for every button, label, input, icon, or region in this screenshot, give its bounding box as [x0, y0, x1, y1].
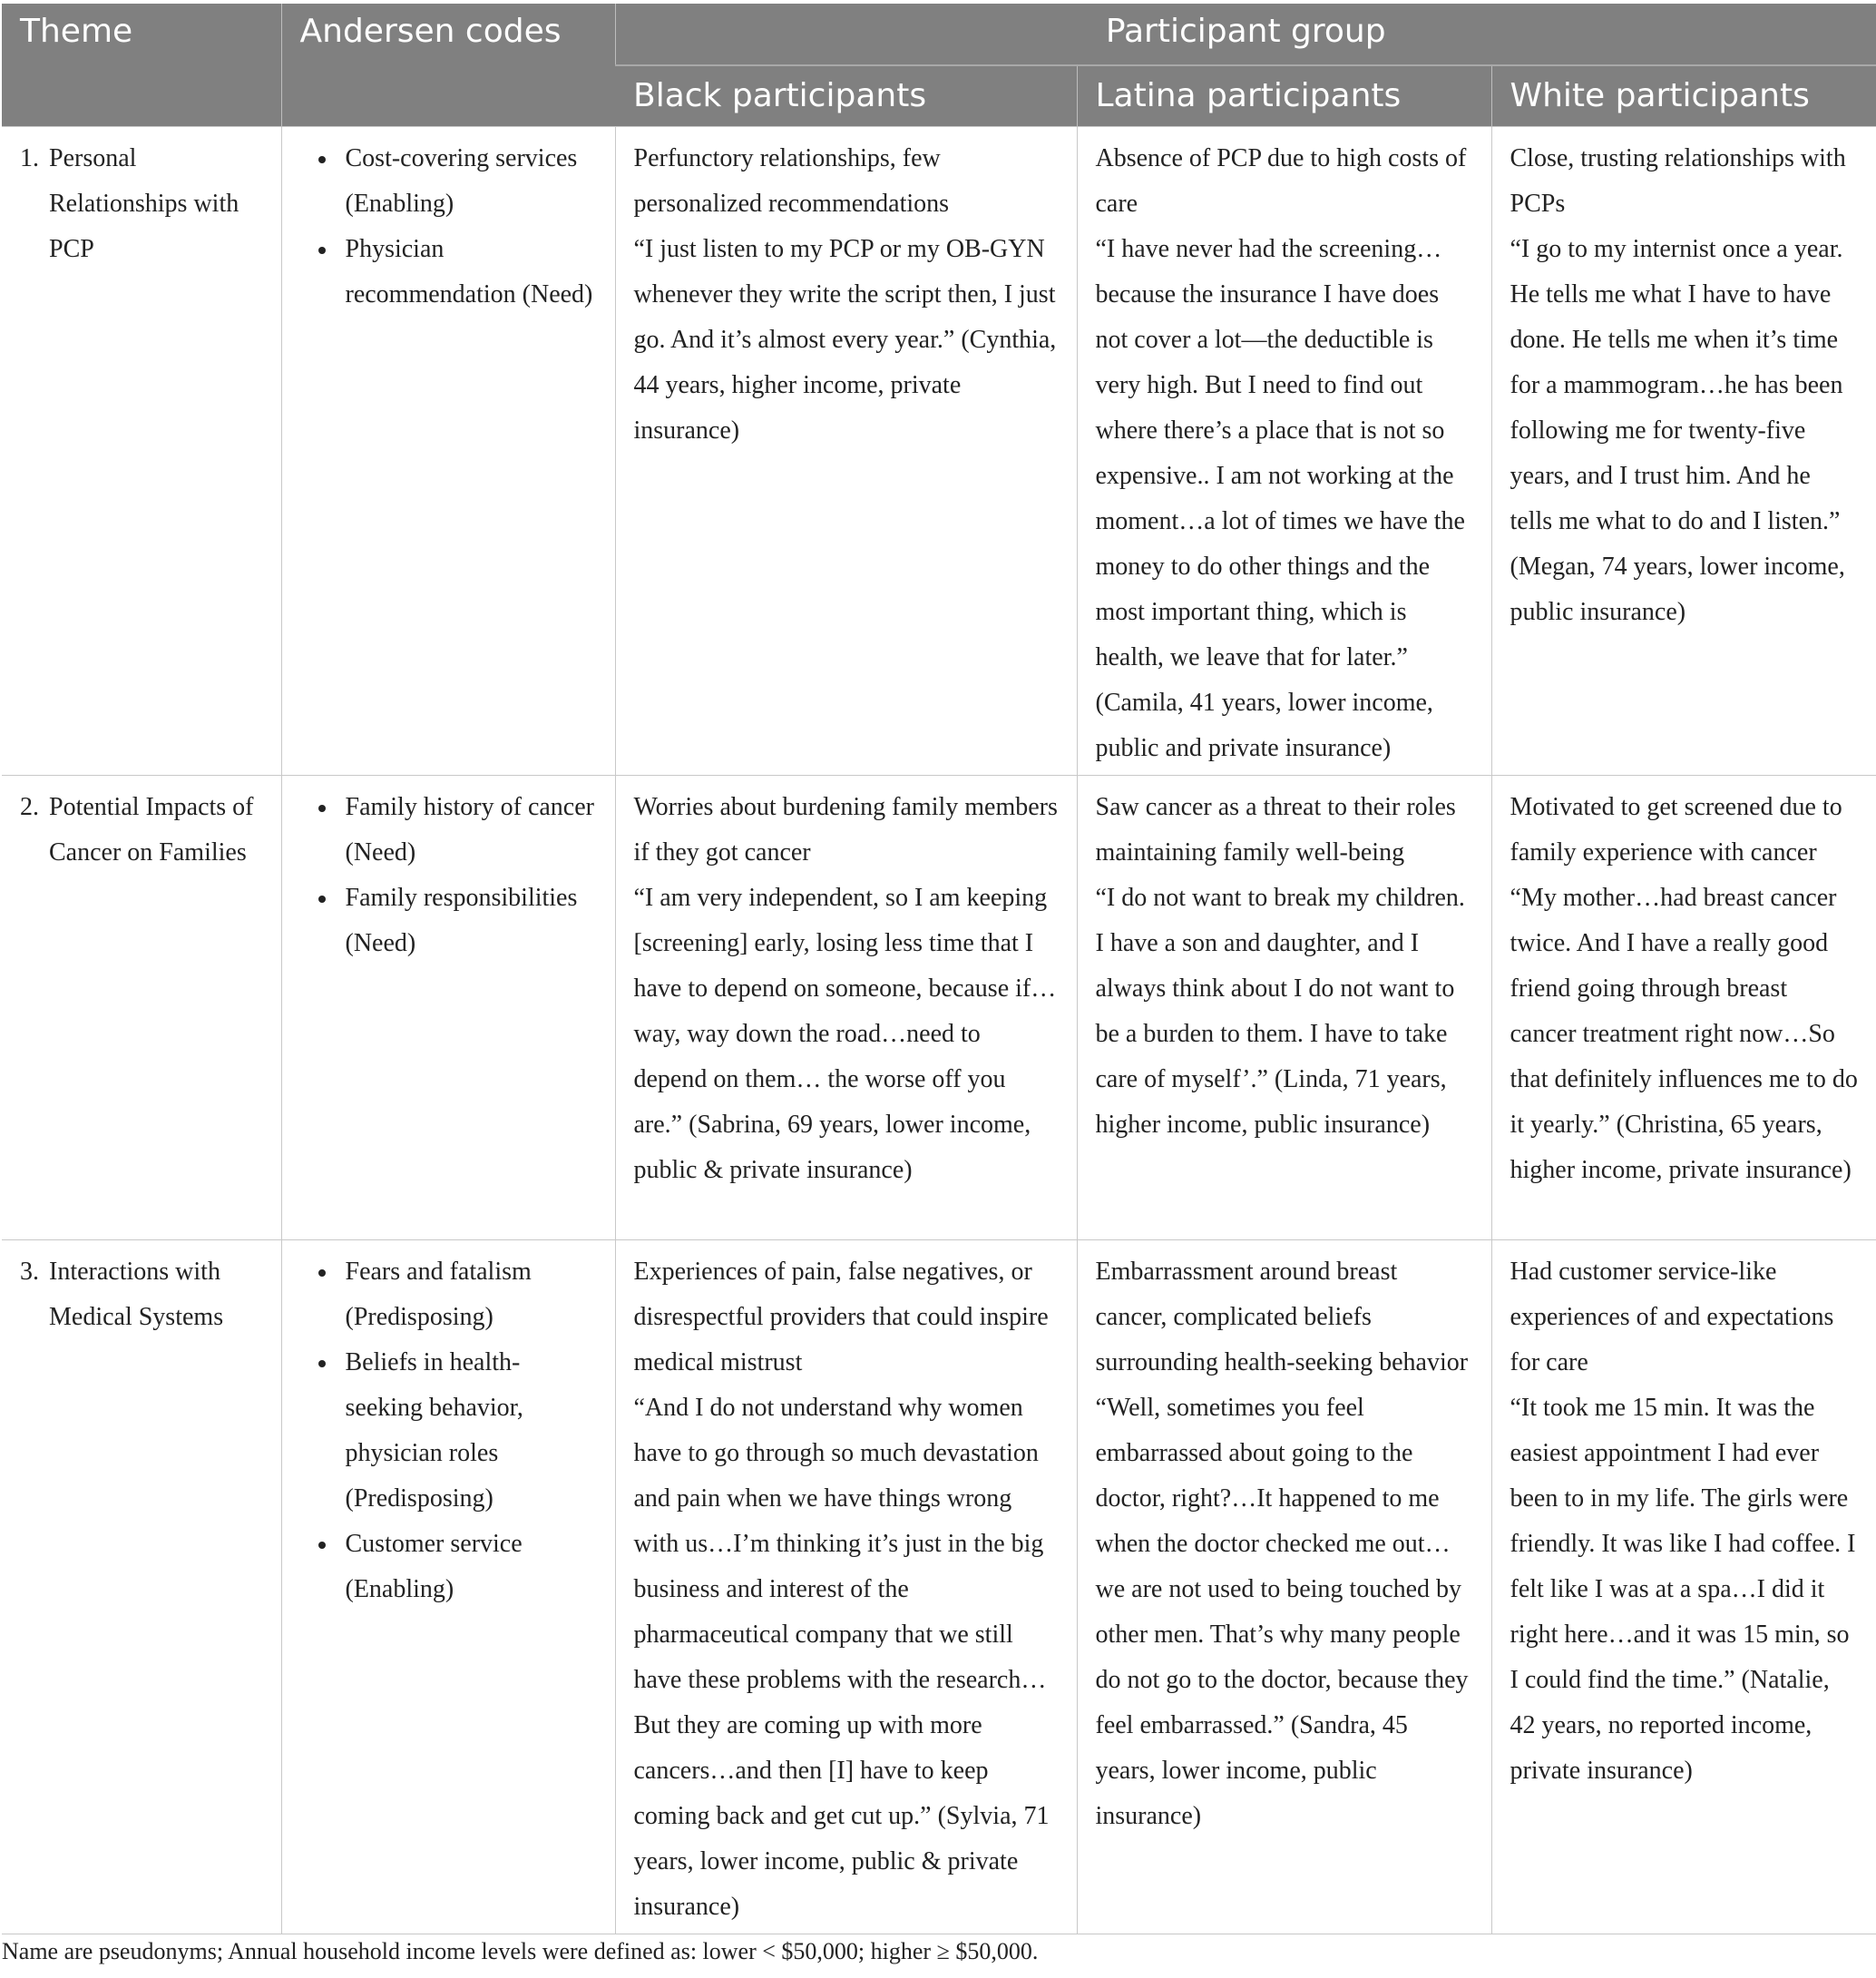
summary-text: Absence of PCP due to high costs of care — [1095, 143, 1467, 218]
quote-text: “I am very independent, so I am keeping [screening] early, losing less time that I have to depend on someone, because if…way, way down the road…need to depend on them… the worse off you are.” (Sabrina, 69 years, lower income, public & private insurance) — [633, 883, 1057, 1184]
summary-text: Worries about burdening family members if they got cancer — [633, 792, 1058, 867]
theme-cell — [2, 775, 281, 1239]
white-participants-cell — [1491, 775, 1876, 1239]
quote-text: “I just listen to my PCP or my OB-GYN whenever they write the script then, I just go. And it’s almost every year.” (Cynthia, 44 years, higher income, private insurance) — [633, 234, 1057, 445]
white-participants-cell — [1491, 126, 1876, 775]
theme-label: Potential Impacts of Cancer on Families — [49, 792, 254, 867]
table-row — [2, 126, 1876, 775]
theme-number: 1. — [20, 143, 39, 172]
theme-cell — [2, 1239, 281, 1934]
summary-text: Close, trusting relationships with PCPs — [1510, 143, 1846, 218]
codes-cell — [281, 775, 615, 1239]
list-item: Physician recommendation (Need) — [313, 227, 597, 318]
black-participants-cell — [615, 1239, 1077, 1934]
list-item: Fears and fatalism (Predisposing) — [313, 1249, 597, 1340]
header-andersen-codes: Andersen codes — [281, 4, 615, 126]
list-item: Family history of cancer (Need) — [313, 785, 597, 876]
black-participants-cell — [615, 775, 1077, 1239]
codes-cell — [281, 1239, 615, 1934]
theme-label: Interactions with Medical Systems — [49, 1257, 224, 1331]
list-item: Cost-covering services (Enabling) — [313, 136, 597, 227]
header-theme: Theme — [2, 4, 281, 126]
codes-list — [300, 1249, 597, 1612]
theme-label: Personal Relationships with PCP — [49, 143, 239, 263]
quote-text: “Well, sometimes you feel embarrassed about going to the doctor, right?…It happened to me when the doctor checked me out… we are not used to being touched by other men. That’s why many people do not go to the doctor, because they feel embarrassed.” (Sandra, 45 years, lower income, public insurance) — [1095, 1393, 1469, 1830]
theme-number: 3. — [20, 1257, 39, 1286]
quote-text: “My mother…had breast cancer twice. And I have a really good friend going through breast cancer treatment right now…So that definitely influences me to do it yearly.” (Christina, 65 years, higher income, private insurance) — [1510, 883, 1858, 1184]
theme-cell — [2, 126, 281, 775]
quote-text: “I do not want to break my children. I have a son and daughter, and I always think about I do not want to be a burden to them. I have to take care of myself’.” (Linda, 71 years, higher income, public insurance) — [1095, 883, 1465, 1139]
table-row — [2, 1239, 1876, 1934]
header-latina-participants: Latina participants — [1077, 65, 1491, 126]
quote-text: “I have never had the screening… because the insurance I have does not cover a lot—the deductible is very high. But I need to find out where there’s a place that is not so expensive.. I am not working at the moment…a lot of times we have the money to do other things and the most important thing, which is health, we leave that for later.” (Camila, 41 years, lower income, public and private insurance) — [1095, 234, 1465, 762]
list-item: Beliefs in health-seeking behavior, physician roles (Predisposing) — [313, 1340, 597, 1522]
codes-list — [300, 136, 597, 318]
white-participants-cell — [1491, 1239, 1876, 1934]
findings-table — [2, 4, 1876, 1934]
table-row — [2, 775, 1876, 1239]
summary-text: Embarrassment around breast cancer, complicated beliefs surrounding health-seeking behavior — [1095, 1257, 1469, 1376]
summary-text: Perfunctory relationships, few personalized recommendations — [633, 143, 950, 218]
header-black-participants: Black participants — [615, 65, 1077, 126]
quote-text: “It took me 15 min. It was the easiest appointment I had ever been to in my life. The girls were friendly. It was like I had coffee. I felt like I was at a spa…I did it right here…and it was 15 min, so I could find the time.” (Natalie, 42 years, no reported income, private insurance) — [1510, 1393, 1856, 1785]
list-item: Customer service (Enabling) — [313, 1522, 597, 1612]
black-participants-cell — [615, 126, 1077, 775]
latina-participants-cell — [1077, 126, 1491, 775]
quote-text: “And I do not understand why women have to go through so much devastation and pain when we have things wrong with us…I’m thinking it’s just in the big business and interest of the pharmaceutical company that we still have these problems with the research…But they are coming up with more cancers…and then [I] have to keep coming back and get cut up.” (Sylvia, 71 years, lower income, public & private insurance) — [633, 1393, 1050, 1921]
codes-list — [300, 785, 597, 966]
table-footnote: Name are pseudonyms; Annual household income levels were defined as: lower < $50,000; higher ≥ $50,000. — [2, 1938, 1039, 1964]
codes-cell — [281, 126, 615, 775]
summary-text: Experiences of pain, false negatives, or disrespectful providers that could inspire medical mistrust — [633, 1257, 1049, 1376]
latina-participants-cell — [1077, 775, 1491, 1239]
quote-text: “I go to my internist once a year. He tells me what I have to have done. He tells me when it’s time for a mammogram…he has been following me for twenty-five years, and I trust him. And he tells me what to do and I listen.” (Megan, 74 years, lower income, public insurance) — [1510, 234, 1845, 626]
theme-number: 2. — [20, 792, 39, 821]
latina-participants-cell — [1077, 1239, 1491, 1934]
header-participant-group: Participant group — [615, 4, 1876, 65]
summary-text: Saw cancer as a threat to their roles maintaining family well-being — [1095, 792, 1456, 867]
summary-text: Motivated to get screened due to family experience with cancer — [1510, 792, 1842, 867]
header-white-participants: White participants — [1491, 65, 1876, 126]
list-item: Family responsibilities (Need) — [313, 876, 597, 966]
summary-text: Had customer service-like experiences of and expectations for care — [1510, 1257, 1834, 1376]
